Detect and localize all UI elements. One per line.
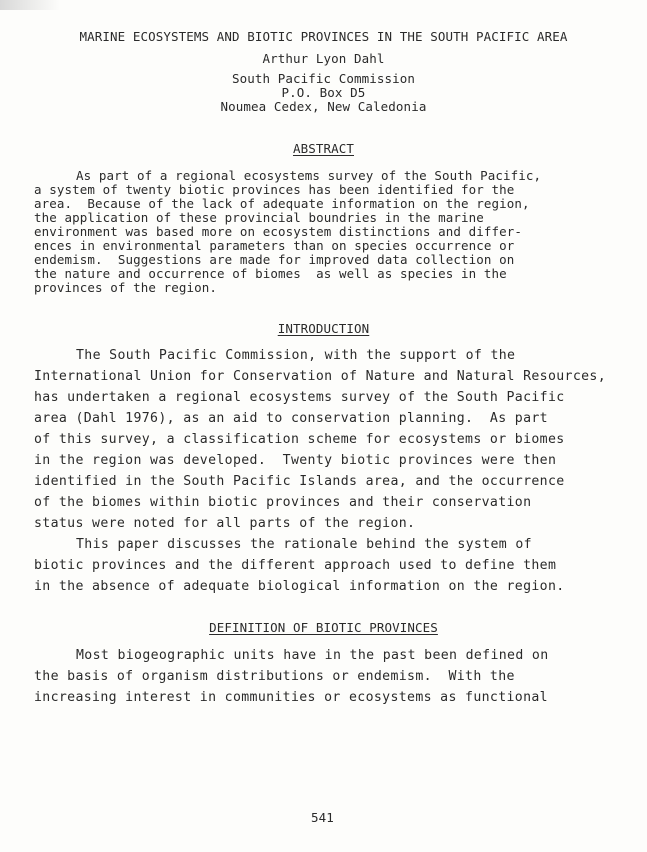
abstract-line: endemism. Suggestions are made for improved data collection on bbox=[34, 252, 515, 267]
page-number: 541 bbox=[311, 810, 334, 825]
intro-line: International Union for Conservation of Nature and Natural Resources, bbox=[34, 369, 606, 384]
abstract-line: area. Because of the lack of adequate information on the region, bbox=[34, 196, 530, 211]
intro-line: identified in the South Pacific Islands area, and the occurrence bbox=[34, 474, 565, 489]
abstract-line: environment was based more on ecosystem distinctions and differ- bbox=[34, 224, 523, 239]
introduction-heading: INTRODUCTION bbox=[277, 321, 370, 336]
definition-line: increasing interest in communities or ecosystems as functional bbox=[34, 690, 548, 705]
definition-line: Most biogeographic units have in the past been defined on bbox=[76, 648, 549, 663]
paper-title: MARINE ECOSYSTEMS AND BIOTIC PROVINCES IN THE SOUTH PACIFIC AREA bbox=[79, 29, 568, 44]
abstract-line: the nature and occurrence of biomes as well as species in the bbox=[34, 266, 507, 281]
city-line: Noumea Cedex, New Caledonia bbox=[220, 99, 427, 114]
scan-smudge bbox=[0, 0, 60, 10]
intro-line: of the biomes within biotic provinces and their conservation bbox=[34, 495, 532, 510]
intro-line: in the region was developed. Twenty biotic provinces were then bbox=[34, 453, 557, 468]
intro-line: This paper discusses the rationale behind the system of bbox=[76, 537, 532, 552]
intro-line: has undertaken a regional ecosystems survey of the South Pacific bbox=[34, 390, 565, 405]
intro-line: biotic provinces and the different approach used to define them bbox=[34, 558, 557, 573]
po-box: P.O. Box D5 bbox=[281, 85, 366, 100]
intro-line: The South Pacific Commission, with the support of the bbox=[76, 348, 516, 363]
intro-line: status were noted for all parts of the region. bbox=[34, 516, 416, 531]
intro-line: area (Dahl 1976), as an aid to conservation planning. As part bbox=[34, 411, 548, 426]
abstract-line: the application of these provincial boundries in the marine bbox=[34, 210, 484, 225]
intro-line: of this survey, a classification scheme for ecosystems or biomes bbox=[34, 432, 565, 447]
author-name: Arthur Lyon Dahl bbox=[262, 51, 385, 66]
affiliation: South Pacific Commission bbox=[231, 71, 415, 86]
definition-heading: DEFINITION OF BIOTIC PROVINCES bbox=[209, 620, 438, 635]
abstract-line: ences in environmental parameters than on species occurrence or bbox=[34, 238, 515, 253]
intro-line: in the absence of adequate biological information on the region. bbox=[34, 579, 565, 594]
definition-line: the basis of organism distributions or endemism. With the bbox=[34, 669, 515, 684]
abstract-line: As part of a regional ecosystems survey of the South Pacific, bbox=[76, 168, 542, 183]
abstract-line: provinces of the region. bbox=[34, 280, 218, 295]
abstract-heading: ABSTRACT bbox=[292, 141, 354, 156]
abstract-line: a system of twenty biotic provinces has been identified for the bbox=[34, 182, 515, 197]
